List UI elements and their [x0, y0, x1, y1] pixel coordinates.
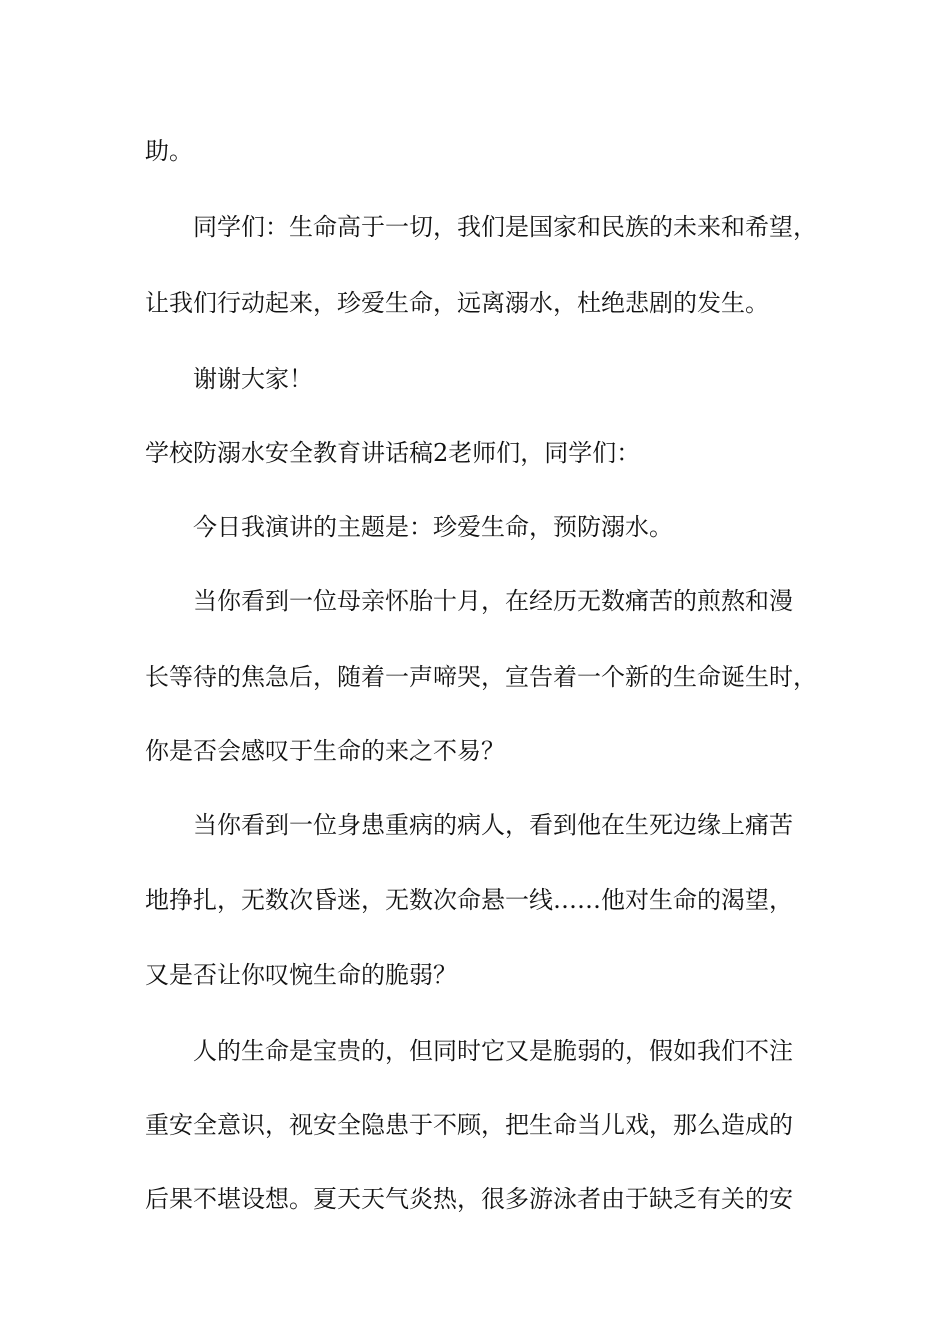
text-line: 后果不堪设想。夏天天气炎热，很多游泳者由于缺乏有关的安 — [145, 1185, 793, 1213]
text-line: 长等待的焦急后，随着一声啼哭，宣告着一个新的生命诞生时， — [145, 663, 817, 691]
text-line: 你是否会感叹于生命的来之不易？ — [145, 737, 505, 765]
text-line: 同学们：生命高于一切，我们是国家和民族的未来和希望， — [193, 213, 817, 241]
text-line: 重安全意识，视安全隐患于不顾，把生命当儿戏，那么造成的 — [145, 1111, 793, 1139]
text-line: 人的生命是宝贵的，但同时它又是脆弱的，假如我们不注 — [193, 1037, 793, 1065]
text-line: 让我们行动起来，珍爱生命，远离溺水，杜绝悲剧的发生。 — [145, 289, 769, 317]
text-line: 当你看到一位母亲怀胎十月，在经历无数痛苦的煎熬和漫 — [193, 587, 793, 615]
text-line: 助。 — [145, 137, 193, 165]
section-heading-line: 学校防溺水安全教育讲话稿2老师们，同学们： — [145, 439, 641, 467]
text-line: 今日我演讲的主题是：珍爱生命，预防溺水。 — [193, 513, 673, 541]
text-line: 谢谢大家！ — [193, 365, 313, 393]
text-line: 当你看到一位身患重病的病人，看到他在生死边缘上痛苦 — [193, 811, 793, 839]
text-line: 地挣扎，无数次昏迷，无数次命悬一线……他对生命的渴望， — [145, 886, 793, 914]
text-line: 又是否让你叹惋生命的脆弱？ — [145, 961, 457, 989]
